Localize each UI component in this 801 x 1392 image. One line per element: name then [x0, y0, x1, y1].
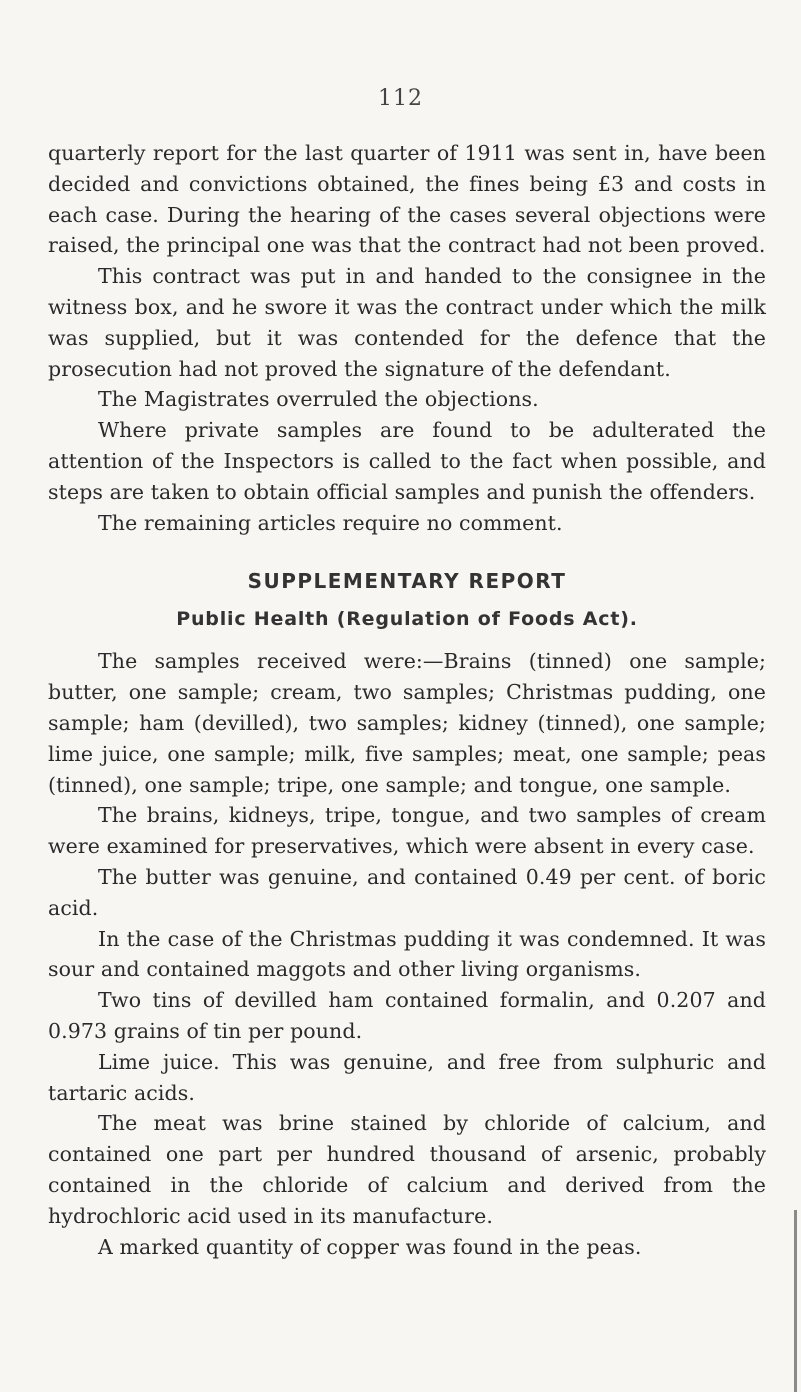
section-heading: SUPPLEMENTARY REPORT	[247, 569, 567, 594]
paragraph: Lime juice. This was genuine, and free from sulphuric and tartaric acids.	[48, 1049, 766, 1105]
paragraph: Two tins of devilled ham contained formalin, and 0.207 and 0.973 grains of tin per pound.	[48, 988, 766, 1043]
paragraph: This contract was put in and handed to the consignee in the witness box, and he swore it was the contract under which the milk was supplied, but it was contended for the defence that the prosecution had not proved the signature of the defendant.	[48, 264, 766, 381]
page-edge-shadow	[794, 1210, 797, 1392]
section-subheading: Public Health (Regulation of Foods Act).	[176, 608, 638, 631]
paragraph: The butter was genuine, and contained 0.49 per cent. of boric acid.	[48, 864, 766, 920]
paragraph: The remaining articles require no comment.	[98, 510, 563, 535]
paragraph: A marked quantity of copper was found in the peas.	[98, 1234, 642, 1259]
paragraph: The meat was brine stained by chloride of calcium, and contained one part per hundred thousand of arsenic, probably contained in the chloride of calcium and derived from the hydrochloric acid used in its manufacture.	[48, 1111, 766, 1228]
paragraph: Where private samples are found to be adulterated the attention of the Inspectors is called to the fact when possible, and steps are taken to obtain official samples and punish the offenders.	[48, 418, 766, 504]
paragraph: In the case of the Christmas pudding it was condemned. It was sour and contained maggots and other living organisms.	[48, 926, 766, 982]
page-number: 112	[378, 86, 423, 111]
page-body	[48, 138, 766, 1262]
paragraph: quarterly report for the last quarter of 1911 was sent in, have been decided and convictions obtained, the fines being £3 and costs in each case. During the hearing of the cases several objections were raised, the principal one was that the contract had not been proved.	[48, 141, 766, 258]
paragraph: The samples received were:—Brains (tinned) one sample; butter, one sample; cream, two samples; Christmas pudding, one sample; ham (devilled), two samples; kidney (tinned), one sample; lime juice, one sample; milk, five samples; meat, one sample; peas (tinned), one sample; tripe, one sample; and tongue, one sample.	[48, 649, 766, 797]
paragraph: The Magistrates overruled the objections.	[98, 387, 539, 412]
paragraph: The brains, kidneys, tripe, tongue, and two samples of cream were examined for preservatives, which were absent in every case.	[48, 803, 766, 859]
